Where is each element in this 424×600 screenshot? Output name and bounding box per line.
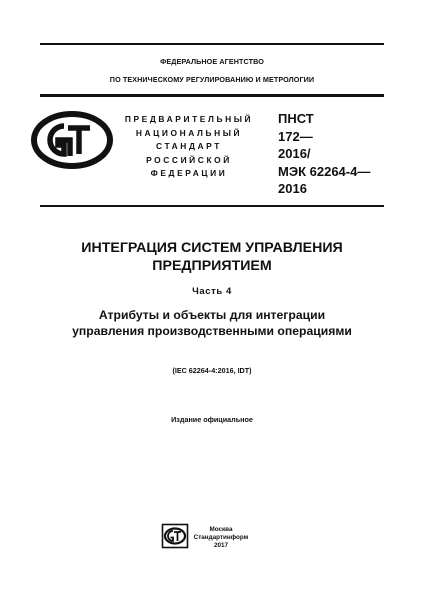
publisher-city: Москва	[209, 526, 233, 533]
gost-r-emblem-icon	[30, 110, 114, 170]
agency-name-line2: ПО ТЕХНИЧЕСКОМУ РЕГУЛИРОВАНИЮ И МЕТРОЛОГИИ	[109, 75, 315, 84]
standard-number-line: ПНСТ	[278, 111, 314, 126]
edition-label: Издание официальное	[171, 415, 253, 424]
standard-type-line: ПРЕДВАРИТЕЛЬНЫЙ	[124, 114, 254, 124]
standard-number-line: МЭК 62264-4—	[278, 163, 371, 179]
document-title-line1: ИНТЕГРАЦИЯ СИСТЕМ УПРАВЛЕНИЯ	[81, 240, 343, 256]
standartinform-logo-icon	[161, 522, 189, 550]
standard-number	[278, 110, 388, 198]
publisher-name: Стандартинформ	[193, 534, 249, 542]
identical-reference: (IEC 62264-4:2016, IDT)	[172, 366, 252, 375]
header-rule	[40, 94, 384, 97]
standard-type-line: НАЦИОНАЛЬНЫЙ	[135, 127, 243, 138]
agency-name-line1: ФЕДЕРАЛЬНОЕ АГЕНТСТВО	[160, 57, 264, 66]
standard-type-line: СТАНДАРТ	[156, 141, 222, 152]
publisher-year: 2017	[213, 542, 228, 550]
standard-number-line: 2016	[278, 181, 307, 196]
standard-type	[118, 113, 260, 181]
document-title-line2: ПРЕДПРИЯТИЕМ	[152, 258, 272, 274]
standard-number-line: 2016/	[278, 146, 311, 161]
standard-type-line: РОССИЙСКОЙ	[146, 154, 232, 165]
document-subtitle-line1: Атрибуты и объекты для интеграции	[98, 308, 326, 322]
section-rule	[40, 205, 384, 207]
standard-number-line: 172—	[278, 128, 313, 144]
document-subtitle-line2: управления производственными операциями	[72, 324, 352, 338]
top-rule	[40, 43, 384, 45]
publisher-info	[186, 526, 256, 551]
document-part: Часть 4	[192, 286, 232, 297]
standard-type-line: ФЕДЕРАЦИИ	[150, 168, 228, 179]
